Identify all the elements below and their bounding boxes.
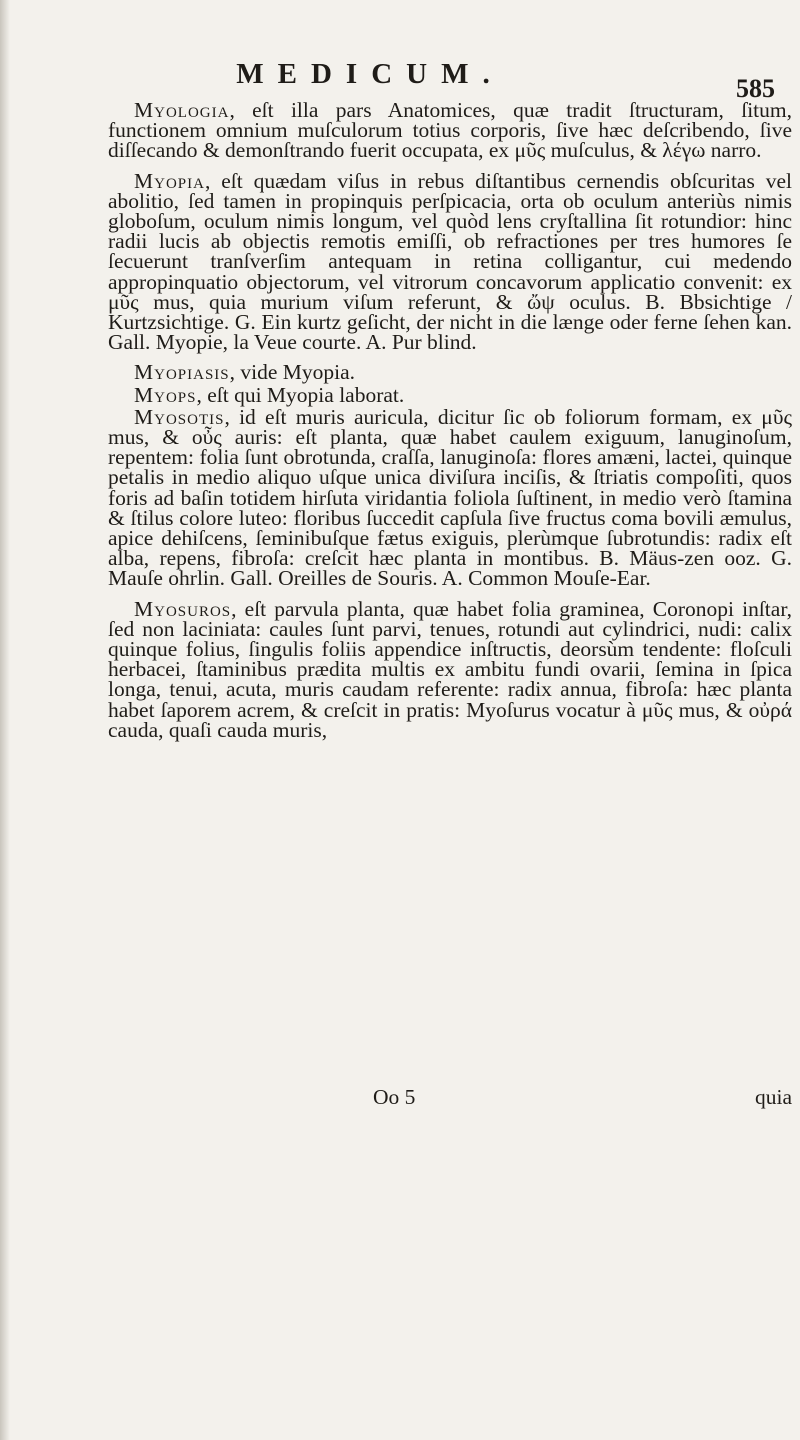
entry-myosotis: [108, 404, 792, 591]
signature-mark: Oo 5: [373, 1085, 416, 1109]
entry-text: , vide Myopia.: [229, 360, 356, 385]
entry-text: , eſt quædam viſus in rebus diſtantibus cernendis obſcuritas vel abolitio, ſed tamen in propinquis perſpicacia, orta ob oculum anteriùs nimis globoſum, oculum nimis longum, vel quòd lens cryſtallina ſit rotundior: hinc radii lucis ab objectis remotis emiſſi, ob refractiones per tres humores ſe ſecuerunt tranſverſim antequam in retina colligantur, cui medendo appropinquatio objectorum, vel vitrorum concavorum applicatio convenit: ex μῦς mus, quia murium viſum referunt, & ὤψ oculus. B. Bbsichtige / Kurtzsichtige. G. Ein kurtz geſicht, der nicht in die længe oder ferne ſehen kan. Gall. Myopie, la Veue courte. A. Pur blind.: [108, 168, 792, 355]
gutter-shadow: [0, 0, 10, 1440]
headword: Myologia: [134, 98, 230, 122]
entry-myologia: [108, 100, 792, 161]
entry-text: , eſt qui Myopia laborat.: [196, 382, 405, 407]
dictionary-column: [108, 100, 792, 750]
headword: Myosuros: [134, 596, 232, 621]
entry-myosuros: [108, 596, 792, 742]
page-footer: [108, 1085, 792, 1109]
entry-text: , eſt illa pars Anatomices, quæ tradit ſtructuram, ſitum, functionem omnium muſculorum totius corporis, ſive hæc deſcribendo, ſive diſſecando & demonſtrando fuerit occupata, ex μῦς muſculus, & λέγω narro.: [108, 98, 792, 163]
entry-myopia: [108, 168, 792, 355]
page-number: 585: [736, 74, 775, 103]
headword: Myosotis: [134, 404, 225, 429]
entry-myopiasis: [108, 360, 792, 385]
entry-myops: [108, 382, 792, 407]
headword: Myopiasis: [134, 360, 230, 385]
catchword: quia: [754, 1085, 792, 1109]
running-head: MEDICUM.: [236, 58, 504, 90]
entry-text: , id eſt muris auricula, dicitur ſic ob foliorum formam, ex μῦς mus, & οὖς auris: eſt planta, quæ habet caulem exiguum, lanuginoſum, repentem: folia ſunt obrotunda, craſſa, lanuginoſa: flores amæni, lactei, quinque petalis in medio aliquo uſque unica diviſura inciſis, & ſtriatis compoſiti, quos foris ad baſin totidem hirſuta viridantia foliola ſuſtinent, in medio verò ſtamina & ſtilus colore luteo: floribus ſuccedit capſula ſive fructus coma bovili æmulus, apice dehiſcens, ſeminibuſque fætus exiguis, plerùmque ſubrotundis: radix eſt alba, repens, fibroſa: creſcit hæc planta in montibus. B. Mäus-zen ooz. G. Mauſe ohrlin. Gall. Oreilles de Souris. A. Common Mouſe-Ear.: [108, 404, 792, 591]
headword: Myops: [134, 382, 197, 407]
headword: Myopia: [134, 168, 205, 193]
entry-text: , eſt parvula planta, quæ habet folia graminea, Coronopi inſtar, ſed non laciniata: caules ſunt parvi, tenues, rotundi aut cylindrici, nudi: calix quinque folius, ſingulis foliis appendice inſtructis, deorsùm tendente: floſculi herbacei, ſtaminibus prædita multis ex ambitu fundi ovarii, ſemina in ſpica longa, tenui, acuta, muris caudam referente: radix annua, fibroſa: hæc planta habet ſaporem acrem, & creſcit in pratis: Myoſurus vocatur à μῦς mus, & οὐρά cauda, quaſi cauda muris,: [108, 596, 792, 742]
